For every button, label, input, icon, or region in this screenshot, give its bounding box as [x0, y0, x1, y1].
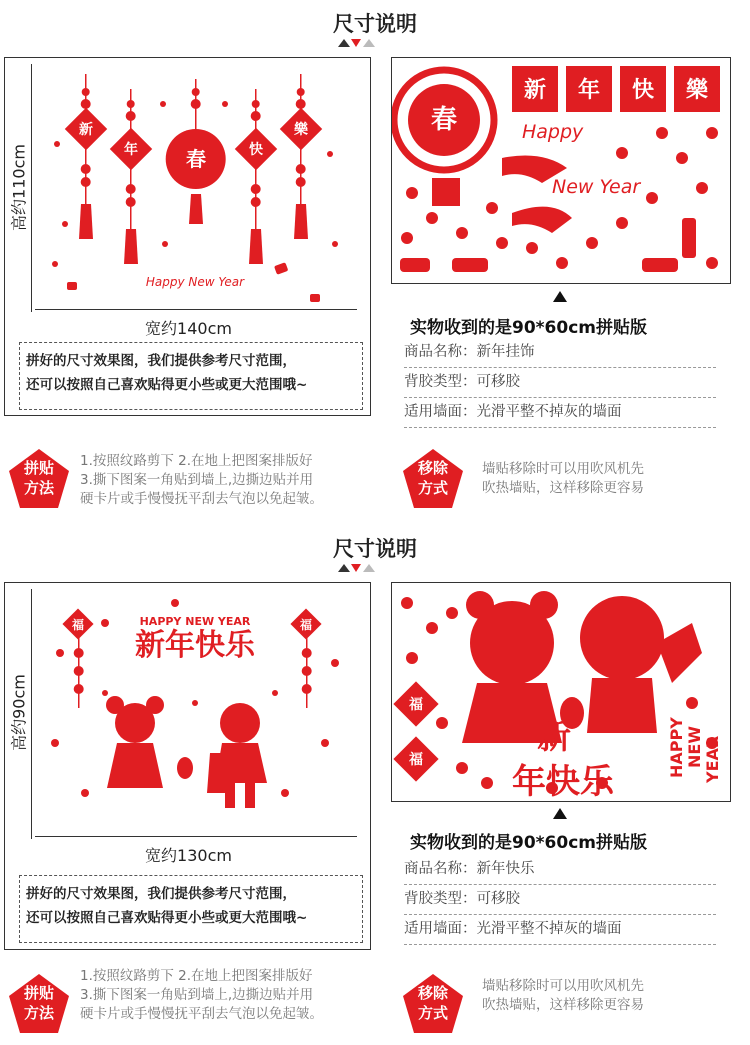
size-note-line-2: 还可以按照自己喜欢贴得更小些或更大范围哦~ [26, 377, 308, 393]
assembled-size-illustration [4, 57, 371, 416]
wall-type-row: 适用墙面：光滑平整不掉灰的墙面 [404, 397, 716, 428]
height-label: 高约110cm [9, 144, 29, 231]
knot-char-1: 新 [79, 122, 93, 138]
triangle-indicator-icon [336, 37, 376, 49]
tile-char-4: 樂 [685, 78, 709, 103]
method-badge-line-2: 方法 [23, 1004, 54, 1022]
knot-char-2: 年 [124, 142, 138, 158]
spring-char-sheet: 春 [430, 105, 458, 135]
wall-type-row: 适用墙面：光滑平整不掉灰的墙面 [404, 914, 716, 945]
remove-line-2: 吹热墙贴，这样移除更容易 [482, 480, 644, 496]
sticker-sheet-image [391, 582, 731, 802]
method-badge [8, 448, 70, 510]
nian-kuai-le-text: 年快乐 [512, 762, 614, 801]
knot-char-4: 樂 [294, 122, 308, 138]
remove-line-1: 墙贴移除时可以用吹风机先 [482, 461, 644, 477]
height-dimension-line [31, 64, 32, 312]
sticker-sheet-art [392, 58, 730, 283]
fu-char-sheet-1: 福 [409, 697, 423, 713]
method-step-line-2: 3.撕下图案一角贴到墙上,边撕边贴并用 [80, 472, 314, 488]
arrow-up-icon [553, 291, 567, 302]
remove-instructions [482, 460, 722, 498]
happy-new-year-text: HAPPY NEW YEAR [139, 615, 251, 628]
height-dimension-line [31, 589, 32, 839]
vertical-year-text: YEAR [703, 735, 722, 783]
method-step-line-1: 1.按照纹路剪下 2.在地上把图案排版好 [80, 968, 313, 984]
remove-line-1: 墙贴移除时可以用吹风机先 [482, 978, 644, 994]
size-note-box [19, 875, 363, 943]
tile-char-3: 快 [631, 78, 655, 103]
sticker-sheet-art [392, 583, 730, 801]
width-dimension-line [35, 309, 357, 310]
product-name-row: 商品名称：新年快乐 [404, 854, 716, 885]
spring-char: 春 [186, 147, 206, 171]
happy-text: Happy [522, 121, 584, 143]
size-section-2 [0, 525, 750, 1045]
method-steps [80, 452, 380, 509]
method-badge-line-1: 拼贴 [23, 984, 54, 1002]
actual-size-title: 实物收到的是90*60cm拼贴版 [410, 318, 647, 338]
remove-badge-line-1: 移除 [417, 459, 448, 477]
remove-line-2: 吹热墙贴，这样移除更容易 [482, 997, 644, 1013]
size-note-box [19, 342, 363, 410]
method-badge-line-2: 方法 [23, 479, 54, 497]
actual-size-title: 实物收到的是90*60cm拼贴版 [410, 833, 647, 853]
adhesive-type-row: 背胶类型：可移胶 [404, 884, 716, 915]
method-step-line-1: 1.按照纹路剪下 2.在地上把图案排版好 [80, 453, 313, 469]
size-note-line-1: 拼好的尺寸效果图，我们提供参考尺寸范围， [26, 886, 296, 902]
remove-badge-line-1: 移除 [417, 984, 448, 1002]
method-step-line-2: 3.撕下图案一角贴到墙上,边撕边贴并用 [80, 987, 314, 1003]
remove-badge [402, 448, 464, 510]
method-badge-line-1: 拼贴 [23, 459, 54, 477]
size-note-line-1: 拼好的尺寸效果图，我们提供参考尺寸范围， [26, 353, 296, 369]
size-section-1 [0, 0, 750, 520]
method-badge [8, 973, 70, 1035]
arrow-up-icon [553, 808, 567, 819]
fu-char-sheet-2: 福 [409, 752, 423, 768]
assembled-size-illustration [4, 582, 371, 950]
remove-badge-line-2: 方式 [417, 479, 448, 497]
section-heading: 尺寸说明 [333, 537, 417, 561]
triangle-indicator-icon [336, 562, 376, 574]
remove-badge-line-2: 方式 [417, 1004, 448, 1022]
remove-instructions [482, 977, 722, 1015]
remove-badge [402, 973, 464, 1035]
happy-new-year-text: Happy New Year [145, 275, 245, 289]
fu-char-right: 福 [299, 618, 313, 632]
sticker-sheet-image [391, 57, 731, 284]
tile-char-2: 年 [577, 78, 601, 103]
method-step-line-3: 硬卡片或手慢慢抚平刮去气泡以免起皱。 [80, 1006, 323, 1022]
hanging-ornaments-image [45, 64, 355, 304]
adhesive-type-row: 背胶类型：可移胶 [404, 367, 716, 398]
xin-char: 新 [537, 717, 571, 757]
size-note-line-2: 还可以按照自己喜欢贴得更小些或更大范围哦~ [26, 910, 308, 926]
width-label: 宽约130cm [145, 846, 232, 865]
vertical-new-text: NEW [685, 726, 704, 768]
width-label: 宽约140cm [145, 319, 232, 338]
section-heading: 尺寸说明 [333, 12, 417, 36]
tile-char-1: 新 [523, 78, 547, 103]
height-label: 高约90cm [9, 674, 29, 751]
width-dimension-line [35, 836, 357, 837]
xin-nian-kuai-le-text: 新年快乐 [135, 628, 255, 663]
method-step-line-3: 硬卡片或手慢慢抚平刮去气泡以免起皱。 [80, 491, 323, 507]
kids-new-year-image [45, 593, 355, 828]
vertical-happy-text: HAPPY [667, 717, 686, 778]
product-name-row: 商品名称：新年挂饰 [404, 337, 716, 368]
new-year-text: New Year [552, 176, 641, 198]
method-steps [80, 967, 380, 1024]
fu-char-left: 福 [71, 618, 85, 632]
knot-char-3: 快 [249, 142, 263, 158]
